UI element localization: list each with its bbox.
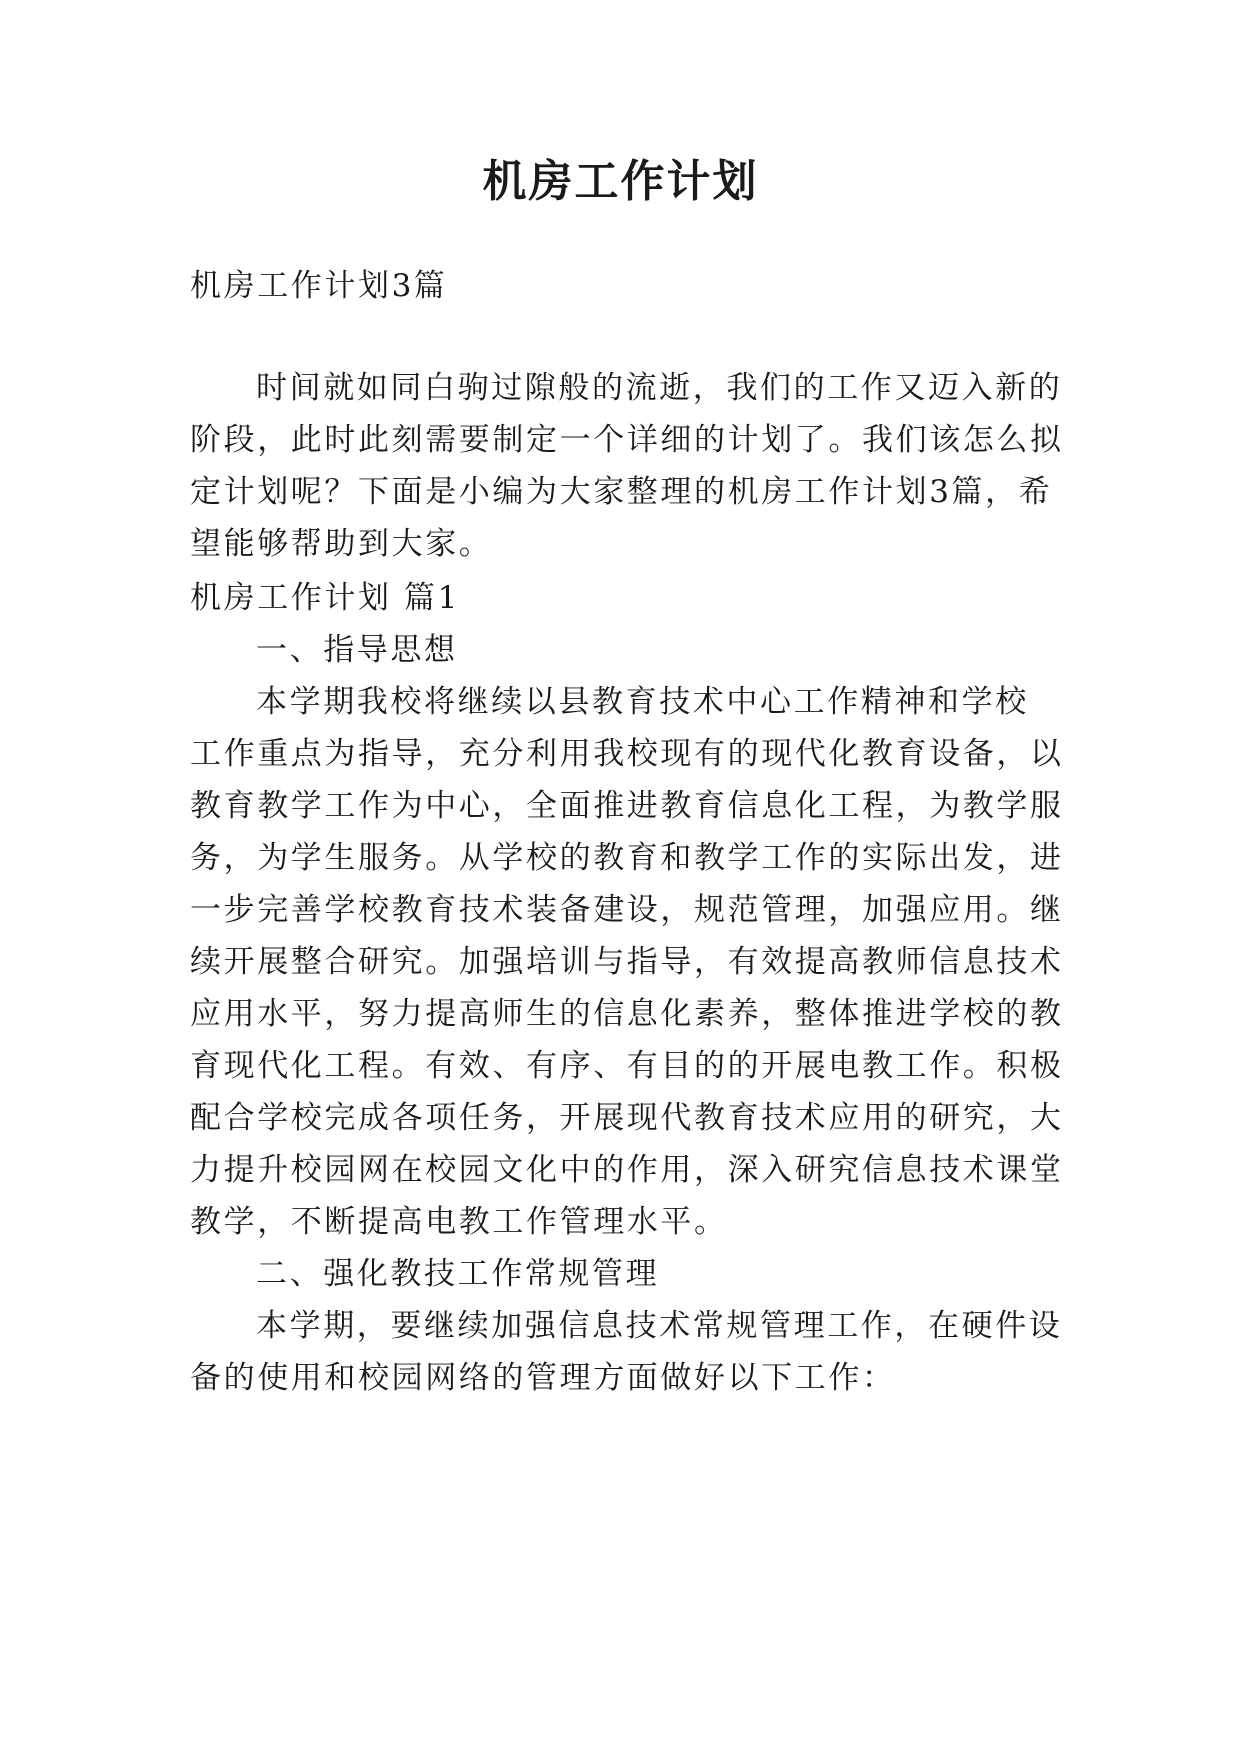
intro-line-2: 阶段，此时此刻需要制定一个详细的计划了。我们该怎么拟 — [190, 422, 1064, 458]
document-title: 机房工作计划 — [482, 156, 759, 207]
intro-line-1: 时间就如同白驹过隙般的流逝，我们的工作又迈入新的 — [256, 370, 1063, 406]
para-1-line-2: 工作重点为指导，充分利用我校现有的现代化教育设备，以 — [190, 736, 1064, 772]
intro-line-3: 定计划呢？下面是小编为大家整理的机房工作计划3篇，希 — [190, 474, 1053, 510]
para-1-line-1: 本学期我校将继续以县教育技术中心工作精神和学校 — [256, 684, 1029, 720]
para-1-line-10: 力提升校园网在校园文化中的作用，深入研究信息技术课堂 — [190, 1152, 1064, 1188]
heading-guiding-ideology: 一、指导思想 — [256, 632, 458, 668]
para-1-line-4: 务，为学生服务。从学校的教育和教学工作的实际出发，进 — [190, 840, 1064, 876]
para-2-line-2: 备的使用和校园网络的管理方面做好以下工作： — [190, 1360, 896, 1396]
para-1-line-8: 育现代化工程。有效、有序、有目的的开展电教工作。积极 — [190, 1048, 1064, 1084]
para-1-line-9: 配合学校完成各项任务，开展现代教育技术应用的研究，大 — [190, 1100, 1064, 1136]
intro-line-4: 望能够帮助到大家。 — [190, 526, 493, 562]
document-subtitle: 机房工作计划3篇 — [190, 268, 448, 304]
para-1-line-6: 续开展整合研究。加强培训与指导，有效提高教师信息技术 — [190, 944, 1064, 980]
para-1-line-5: 一步完善学校教育技术装备建设，规范管理，加强应用。继 — [190, 892, 1064, 928]
para-1-line-7: 应用水平，努力提高师生的信息化素养，整体推进学校的教 — [190, 996, 1064, 1032]
para-1-line-11: 教学，不断提高电教工作管理水平。 — [190, 1204, 728, 1240]
section-title: 机房工作计划 篇1 — [190, 580, 460, 616]
para-2-line-1: 本学期，要继续加强信息技术常规管理工作，在硬件设 — [256, 1308, 1063, 1344]
heading-routine-management: 二、强化教技工作常规管理 — [256, 1256, 660, 1292]
para-1-line-3: 教育教学工作为中心，全面推进教育信息化工程，为教学服 — [190, 788, 1064, 824]
